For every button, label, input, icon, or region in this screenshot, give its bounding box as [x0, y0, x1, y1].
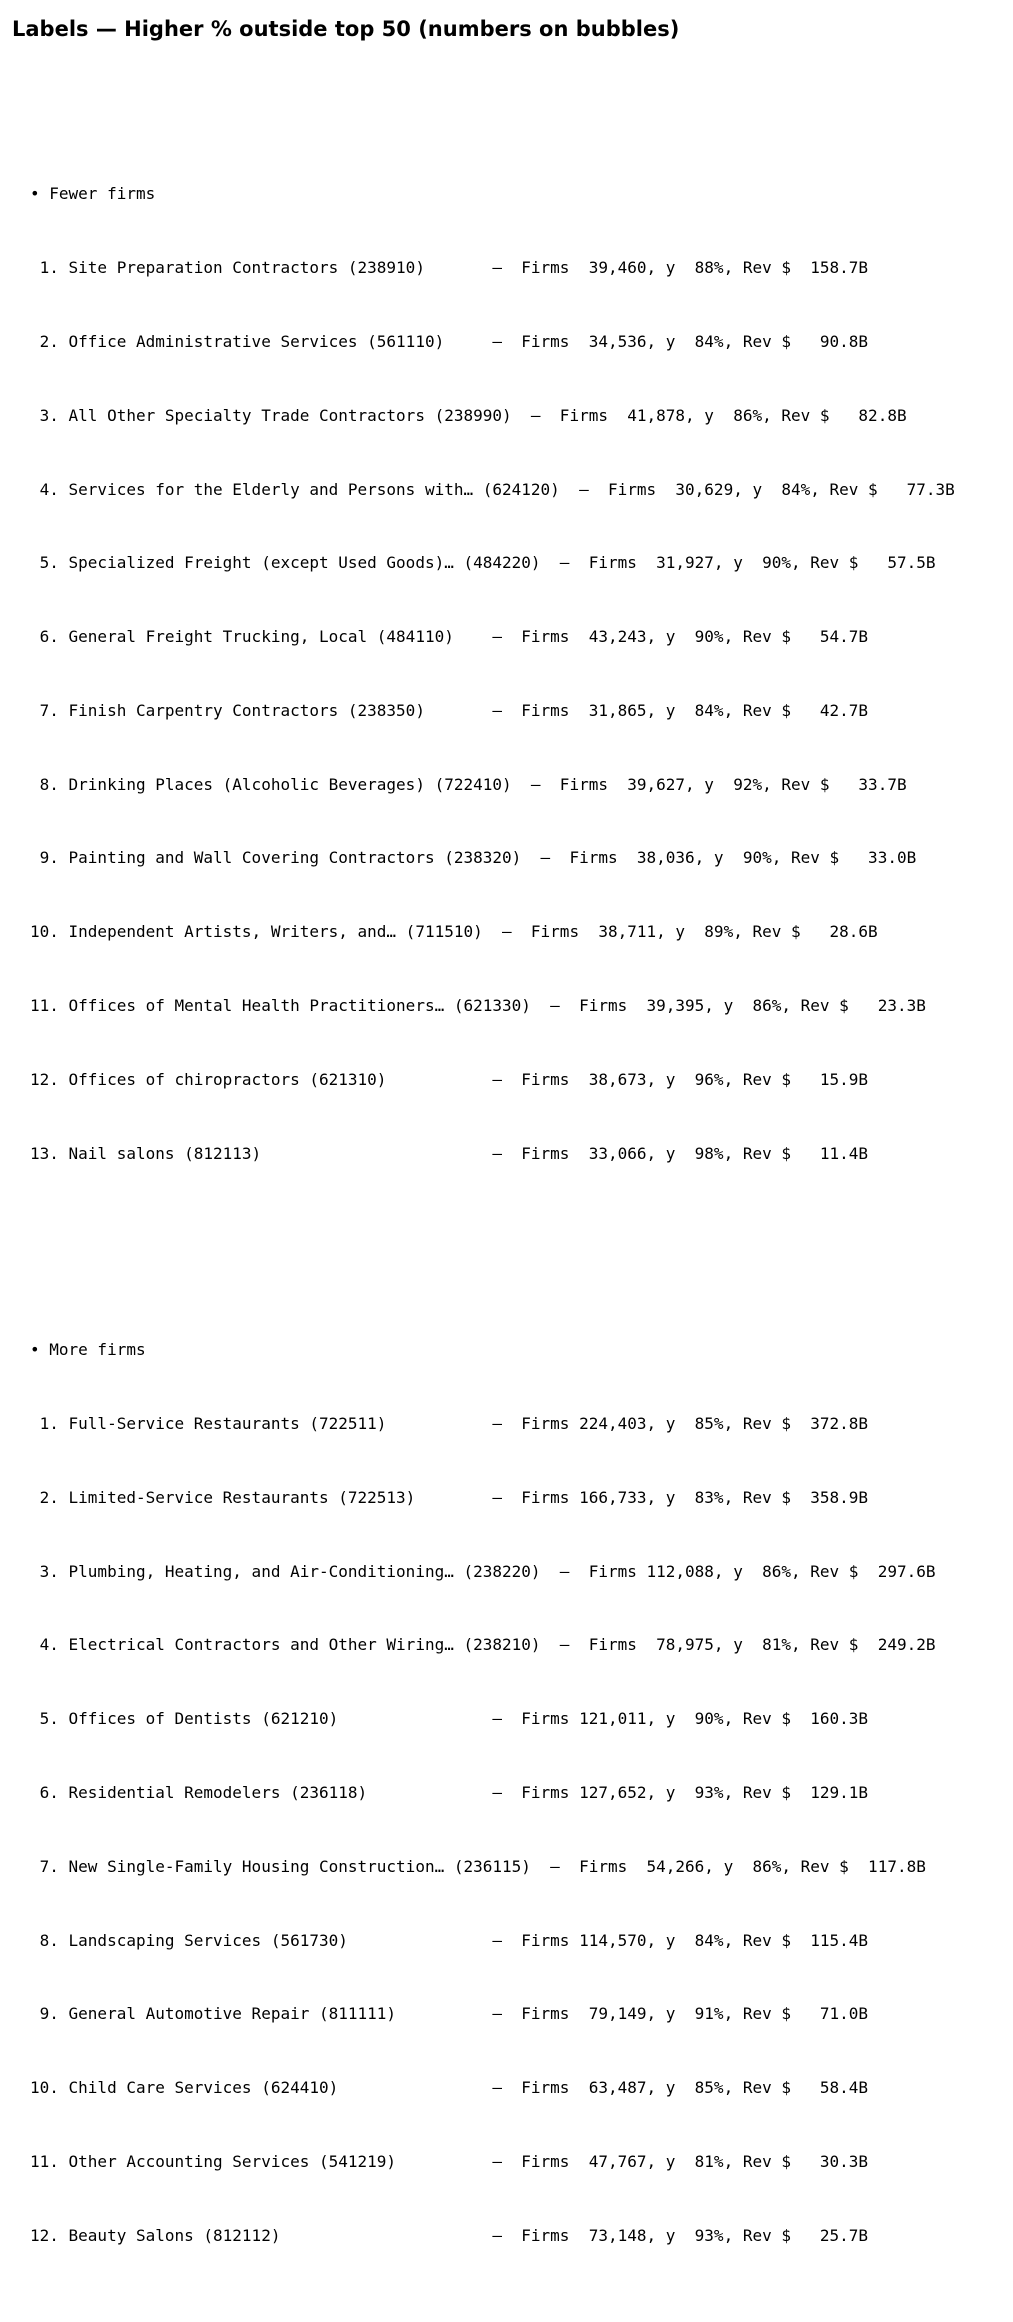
list-item: 2. Limited-Service Restaurants (722513) — Firms 166,733, y 83%, Rev $ 358.9B [30, 1487, 869, 1507]
list-item: 1. Full-Service Restaurants (722511) — Firms 224,403, y 85%, Rev $ 372.8B [30, 1414, 869, 1434]
list-item: 8. Landscaping Services (561730) — Firms 114,570, y 84%, Rev $ 115.4B [30, 1930, 869, 1950]
section-heading: • More firms [30, 1340, 146, 1360]
list-item: 11. Other Accounting Services (541219) — Firms 47,767, y 81%, Rev $ 30.3B [30, 2151, 869, 2171]
list-item: 5. Offices of Dentists (621210) — Firms 121,011, y 90%, Rev $ 160.3B [30, 1709, 869, 1729]
list-item: 4. Electrical Contractors and Other Wiring… (238210) — Firms 78,975, y 81%, Rev $ 249.2B [30, 1635, 936, 1655]
list-item: 3. All Other Specialty Trade Contractors (238990) — Firms 41,878, y 86%, Rev $ 82.8B [30, 405, 907, 425]
list-item: 6. Residential Remodelers (236118) — Firms 127,652, y 93%, Rev $ 129.1B [30, 1782, 869, 1802]
section-fewer-firms [30, 133, 955, 1215]
list-item: 10. Child Care Services (624410) — Firms 63,487, y 85%, Rev $ 58.4B [30, 2078, 869, 2098]
list-item: 5. Specialized Freight (except Used Goods)… (484220) — Firms 31,927, y 90%, Rev $ 57.5B [30, 553, 936, 573]
page-title: Labels — Higher % outside top 50 (numbers on bubbles) [12, 17, 680, 41]
list-item: 1. Site Preparation Contractors (238910) — Firms 39,460, y 88%, Rev $ 158.7B [30, 258, 869, 278]
section-more-firms [30, 1289, 955, 2297]
list-item: 3. Plumbing, Heating, and Air-Conditioning… (238220) — Firms 112,088, y 86%, Rev $ 297.6B [30, 1561, 936, 1581]
list-item: 8. Drinking Places (Alcoholic Beverages) (722410) — Firms 39,627, y 92%, Rev $ 33.7B [30, 774, 907, 794]
list-item: 12. Offices of chiropractors (621310) — Firms 38,673, y 96%, Rev $ 15.9B [30, 1069, 869, 1089]
list-item: 4. Services for the Elderly and Persons with… (624120) — Firms 30,629, y 84%, Rev $ 77.3B [30, 479, 955, 499]
list-item: 2. Office Administrative Services (561110) — Firms 34,536, y 84%, Rev $ 90.8B [30, 331, 869, 351]
section-heading: • Fewer firms [30, 184, 156, 204]
list-item: 7. New Single-Family Housing Construction… (236115) — Firms 54,266, y 86%, Rev $ 117.8B [30, 1856, 926, 1876]
label-sections [30, 84, 955, 2322]
list-item: 11. Offices of Mental Health Practitioners… (621330) — Firms 39,395, y 86%, Rev $ 23.3B [30, 995, 926, 1015]
list-item: 13. Nail salons (812113) — Firms 33,066, y 98%, Rev $ 11.4B [30, 1143, 869, 1163]
list-item: 7. Finish Carpentry Contractors (238350) — Firms 31,865, y 84%, Rev $ 42.7B [30, 700, 869, 720]
list-item: 9. Painting and Wall Covering Contractors (238320) — Firms 38,036, y 90%, Rev $ 33.0B [30, 848, 917, 868]
list-item: 12. Beauty Salons (812112) — Firms 73,148, y 93%, Rev $ 25.7B [30, 2225, 869, 2245]
list-item: 6. General Freight Trucking, Local (484110) — Firms 43,243, y 90%, Rev $ 54.7B [30, 627, 869, 647]
list-item: 10. Independent Artists, Writers, and… (711510) — Firms 38,711, y 89%, Rev $ 28.6B [30, 922, 878, 942]
list-item: 9. General Automotive Repair (811111) — Firms 79,149, y 91%, Rev $ 71.0B [30, 2004, 869, 2024]
